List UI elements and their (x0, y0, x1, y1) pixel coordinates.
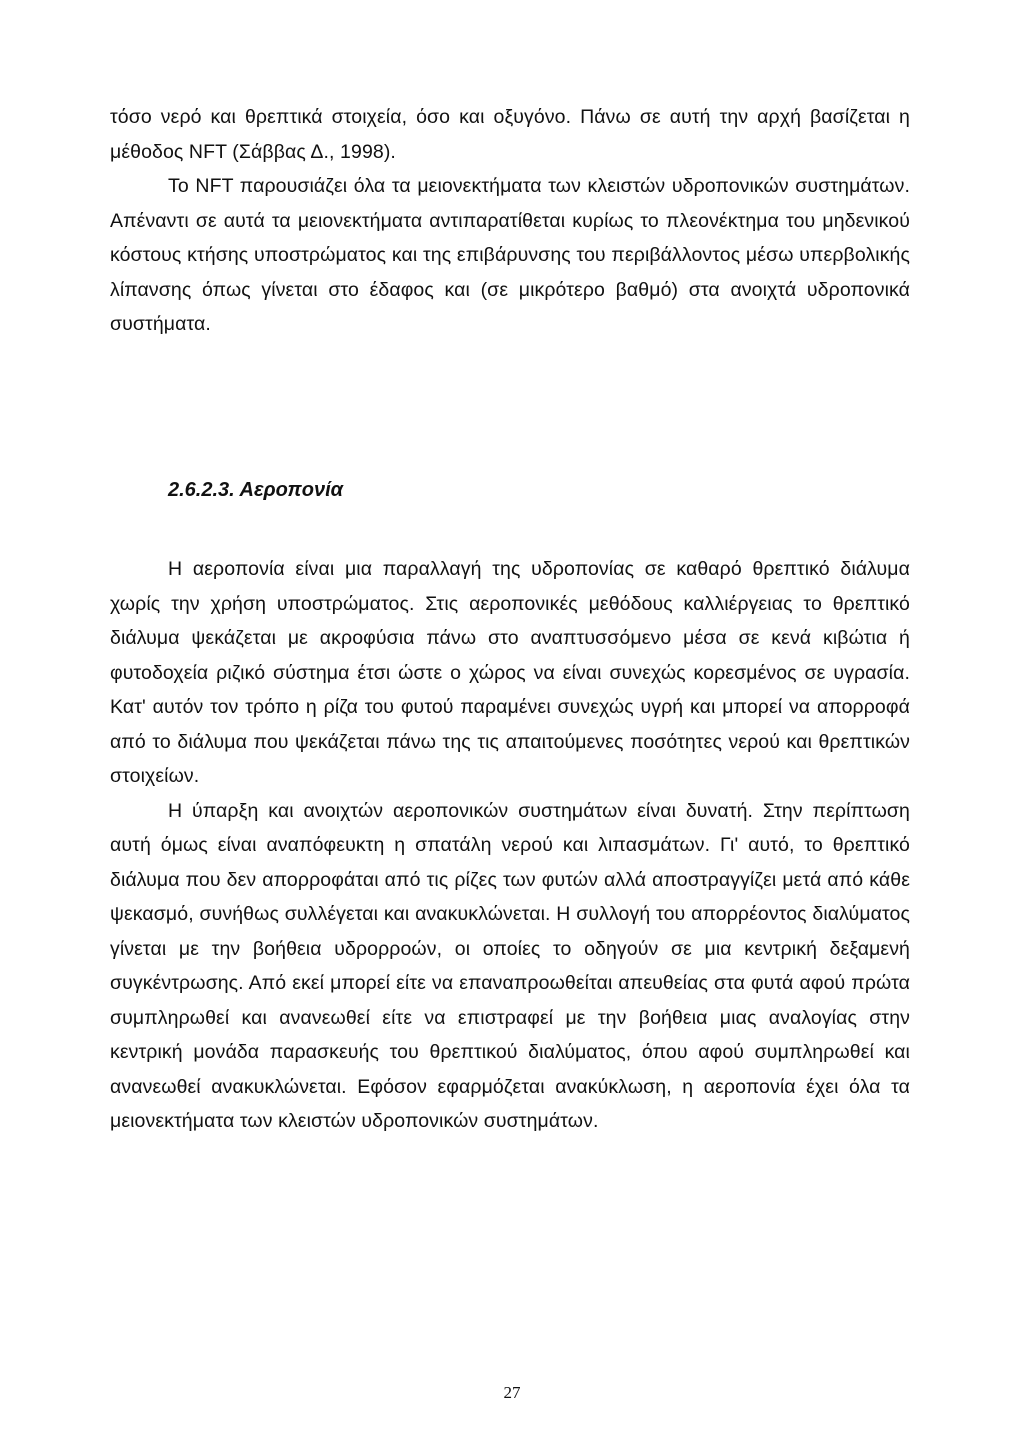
paragraph-nft-disadvantages: Το NFT παρουσιάζει όλα τα μειονεκτήματα των κλειστών υδροπονικών συστημάτων. Απέναντι σε αυτά τα μειονεκτήματα αντιπαρατίθεται κυρίως το πλεονέκτημα του μηδενικού κόστους κτήσης υποστρώματος και της επιβάρυνσης του περιβάλλοντος μέσω υπερβολικής λίπανσης όπως γίνεται στο έδαφος και (σε μικρότερο βαθμό) στα ανοιχτά υδροπονικά συστήματα. (110, 175, 910, 335)
page-number: 27 (503, 1383, 521, 1402)
paragraph-nft-method: τόσο νερό και θρεπτικά στοιχεία, όσο και οξυγόνο. Πάνω σε αυτή την αρχή βασίζεται η μέθοδος NFT (Σάββας Δ., 1998). (110, 106, 910, 163)
paragraph-open-aeroponic-systems: Η ύπαρξη και ανοιχτών αεροπονικών συστημάτων είναι δυνατή. Στην περίπτωση αυτή όμως είναι αναπόφευκτη η σπατάλη νερού και λιπασμάτων. Γι' αυτό, το θρεπτικό διάλυμα που δεν απορροφάται από τις ρίζες των φυτών αλλά αποστραγγίζει μετά από κάθε ψεκασμό, συνήθως συλλέγεται και ανακυκλώνεται. Η συλλογή του απορρέοντος διαλύματος γίνεται με την βοήθεια υδρορροών, οι οποίες το οδηγούν σε μια κεντρική δεξαμενή συγκέντρωσης. Από εκεί μπορεί είτε να επαναπροωθείται απευθείας στα φυτά αφού πρώτα συμπληρωθεί και ανανεωθεί είτε να επιστραφεί με την βοήθεια μιας αναλογίας στην κεντρική μονάδα παρασκευής του θρεπτικού διαλύματος, όπου αφού συμπληρωθεί και ανανεωθεί ανακυκλώνεται. Εφόσον εφαρμόζεται ανακύκλωση, η αεροπονία έχει όλα τα μειονεκτήματα των κλειστών υδροπονικών συστημάτων. (110, 799, 910, 1132)
top-text-block (110, 100, 910, 342)
section-heading: 2.6.2.3. Αεροπονία (168, 479, 344, 501)
paragraph-aeroponics-definition: Η αεροπονία είναι μια παραλλαγή της υδροπονίας σε καθαρό θρεπτικό διάλυμα χωρίς την χρήση υποστρώματος. Στις αεροπονικές μεθόδους καλλιέργειας το θρεπτικό διάλυμα ψεκάζεται με ακροφύσια πάνω στο αναπτυσσόμενο μέσα σε κενά κιβώτια ή φυτοδοχεία ριζικό σύστημα έτσι ώστε ο χώρος να είναι συνεχώς κορεσμένος σε υγρασία. Κατ' αυτόν τον τρόπο η ρίζα του φυτού παραμένει συνεχώς υγρή και μπορεί να απορροφά από το διάλυμα που ψεκάζεται πάνω της τις απαιτούμενες ποσότητες νερού και θρεπτικών στοιχείων. (110, 558, 910, 787)
main-text-block (110, 552, 910, 1139)
